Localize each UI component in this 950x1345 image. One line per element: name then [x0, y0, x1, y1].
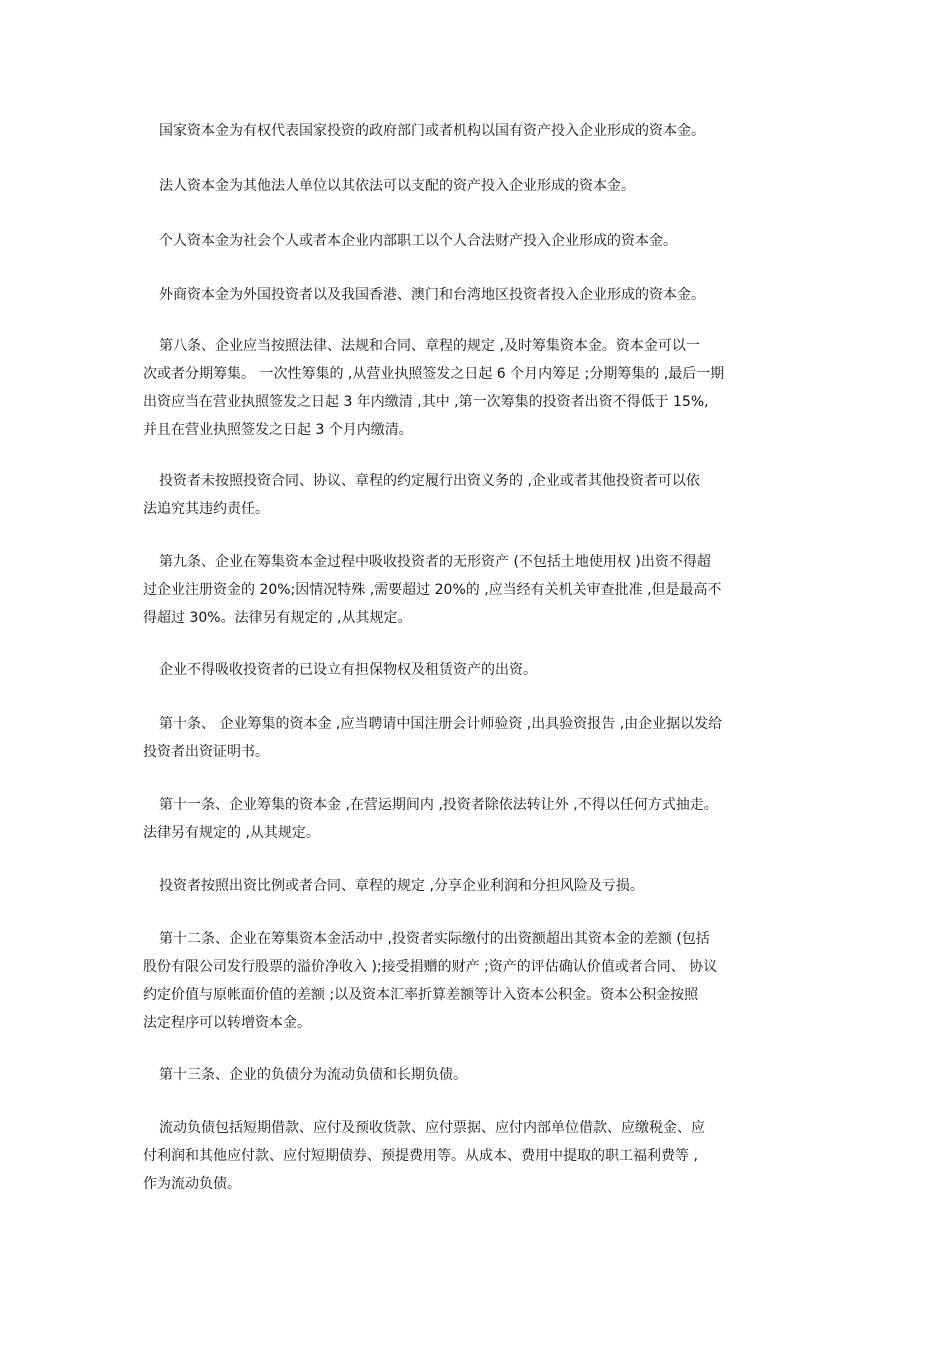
paragraph-legal-person-capital: [143, 172, 823, 200]
text-line: 并且在营业执照签发之日起 3 个月内缴清。: [143, 422, 413, 438]
text-line: 作为流动负债。: [143, 1176, 241, 1192]
text-line: 第九条、企业在筹集资本金过程中吸收投资者的无形资产 (不包括土地使用权 )出资不得超: [159, 554, 711, 570]
text-line: 投资者未按照投资合同、协议、章程的约定履行出资义务的 ,企业或者其他投资者可以依: [159, 473, 700, 489]
text-line: 出资应当在营业执照签发之日起 3 年内缴清 ,其中 ,第一次筹集的投资者出资不得低于 15%,: [143, 394, 709, 410]
paragraph-profit-sharing: [143, 872, 823, 900]
text-line: 国家资本金为有权代表国家投资的政府部门或者机构以国有资产投入企业形成的资本金。: [159, 123, 705, 139]
text-line: 第十一条、企业筹集的资本金 ,在营运期间内 ,投资者除依法转让外 ,不得以任何方式抽走。: [159, 797, 718, 813]
paragraph-article-12: [143, 925, 823, 1037]
text-line: 股份有限公司发行股票的溢价净收入 );接受捐赠的财产 ;资产的评估确认价值或者合同、 协议: [143, 959, 718, 975]
text-line: 次或者分期筹集。 一次性筹集的 ,从营业执照签发之日起 6 个月内筹足 ;分期筹集的 ,最后一期: [143, 366, 725, 382]
text-line: 法定程序可以转增资本金。: [143, 1015, 311, 1031]
text-line: 外商资本金为外国投资者以及我国香港、澳门和台湾地区投资者投入企业形成的资本金。: [159, 287, 705, 303]
text-line: 第十条、 企业筹集的资本金 ,应当聘请中国注册会计师验资 ,出具验资报告 ,由企业据以发给: [159, 716, 723, 732]
paragraph-article-10: [143, 710, 823, 766]
text-line: 第八条、企业应当按照法律、法规和合同、章程的规定 ,及时筹集资本金。资本金可以一: [159, 338, 700, 354]
text-line: 得超过 30%。法律另有规定的 ,从其规定。: [143, 610, 412, 626]
text-line: 投资者出资证明书。: [143, 744, 269, 760]
text-line: 企业不得吸收投资者的已设立有担保物权及租赁资产的出资。: [159, 662, 537, 678]
text-line: 第十二条、企业在筹集资本金活动中 ,投资者实际缴付的出资额超出其资本金的差额 (包括: [159, 931, 710, 947]
text-line: 约定价值与原帐面价值的差额 ;以及资本汇率折算差额等计入资本公积金。资本公积金按照: [143, 987, 699, 1003]
paragraph-article-9: [143, 548, 823, 632]
text-line: 法人资本金为其他法人单位以其依法可以支配的资产投入企业形成的资本金。: [159, 178, 635, 194]
paragraph-investor-default: [143, 467, 823, 523]
paragraph-article-11: [143, 791, 823, 847]
text-line: 法律另有规定的 ,从其规定。: [143, 825, 320, 841]
text-line: 流动负债包括短期借款、应付及预收货款、应付票据、应付内部单位借款、应缴税金、应: [159, 1120, 705, 1136]
text-line: 个人资本金为社会个人或者本企业内部职工以个人合法财产投入企业形成的资本金。: [159, 233, 677, 249]
paragraph-article-13: [143, 1061, 823, 1089]
paragraph-article-8: [143, 332, 823, 444]
text-line: 第十三条、企业的负债分为流动负债和长期负债。: [159, 1067, 467, 1083]
paragraph-no-pledged-assets: [143, 656, 823, 684]
paragraph-current-liabilities: [143, 1114, 823, 1198]
paragraph-state-capital: [143, 117, 823, 145]
text-line: 过企业注册资金的 20%;因情况特殊 ,需要超过 20%的 ,应当经有关机关审查批准 ,但是最高不: [143, 582, 722, 598]
paragraph-individual-capital: [143, 227, 823, 255]
paragraph-foreign-capital: [143, 281, 823, 309]
text-line: 付利润和其他应付款、应付短期债券、预提费用等。从成本、费用中提取的职工福利费等 ,: [143, 1148, 698, 1164]
text-line: 法追究其违约责任。: [143, 501, 269, 517]
text-line: 投资者按照出资比例或者合同、章程的规定 ,分享企业利润和分担风险及亏损。: [159, 878, 644, 894]
